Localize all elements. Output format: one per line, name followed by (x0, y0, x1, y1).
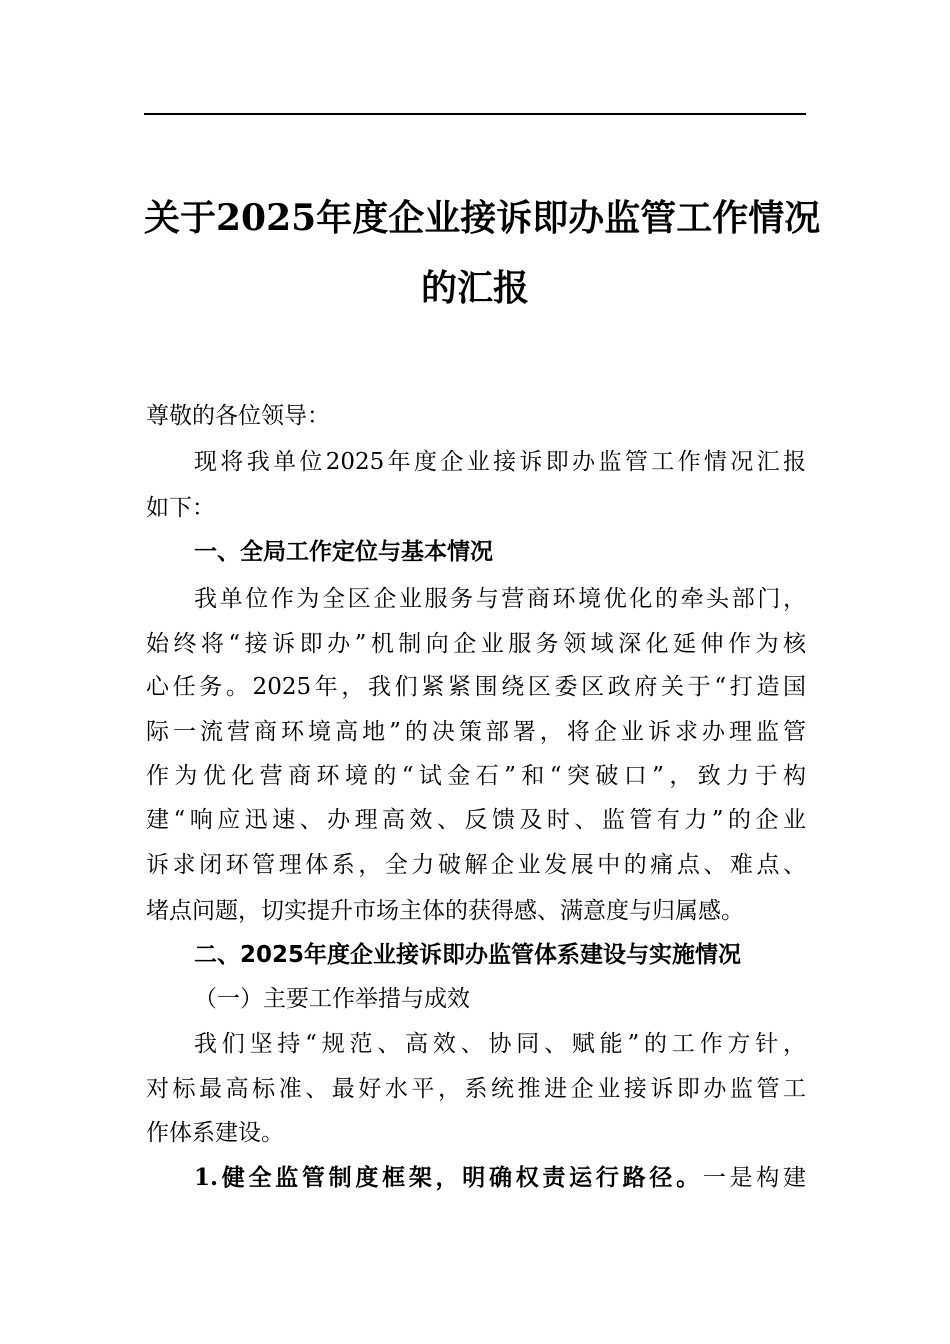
section-1-para-line-1: 我单位作为全区企业服务与营商环境优化的牵头部门， (194, 586, 806, 612)
section-2-para-line-1: 我们坚持“规范、高效、协同、赋能”的工作方针， (194, 1031, 806, 1057)
item-1-bold-lead: 1.健全监管制度框架，明确权责运行路径。 (194, 1164, 703, 1191)
salutation: 尊敬的各位领导： (146, 403, 330, 429)
intro-line-1: 现将我单位2025年度企业接诉即办监管工作情况汇报 (194, 449, 806, 475)
section-1-heading: 一、全局工作定位与基本情况 (194, 539, 493, 565)
document-title-line-2: 的汇报 (420, 267, 529, 309)
section-1-para-line-8: 堵点问题，切实提升市场主体的获得感、满意度与归属感。 (146, 898, 744, 924)
section-2-subheading: （一）主要工作举措与成效 (194, 986, 470, 1012)
section-1-para-line-4: 际一流营商环境高地”的决策部署，将企业诉求办理监管 (146, 719, 806, 745)
document-title-line-1: 关于2025年度企业接诉即办监管工作情况 (144, 197, 821, 239)
section-1-para-line-5: 作为优化营商环境的“试金石”和“突破口”，致力于构 (146, 763, 806, 789)
item-1-text: 一是构建 (702, 1165, 807, 1191)
section-1-para-line-7: 诉求闭环管理体系，全力破解企业发展中的痛点、难点、 (146, 852, 806, 878)
item-1-line (194, 1163, 806, 1193)
section-2-para-line-2: 对标最高标准、最好水平，系统推进企业接诉即办监管工 (146, 1076, 806, 1102)
section-1-para-line-2: 始终将“接诉即办”机制向企业服务领域深化延伸作为核 (146, 631, 806, 657)
top-rule (144, 113, 806, 115)
intro-line-2: 如下： (146, 495, 215, 521)
section-1-para-line-3: 心任务。2025年，我们紧紧围绕区委区政府关于“打造国 (146, 674, 806, 700)
section-2-para-line-3: 作体系建设。 (146, 1120, 284, 1146)
section-2-heading: 二、2025年度企业接诉即办监管体系建设与实施情况 (194, 942, 742, 968)
section-1-para-line-6: 建“响应迅速、办理高效、反馈及时、监管有力”的企业 (146, 807, 806, 833)
